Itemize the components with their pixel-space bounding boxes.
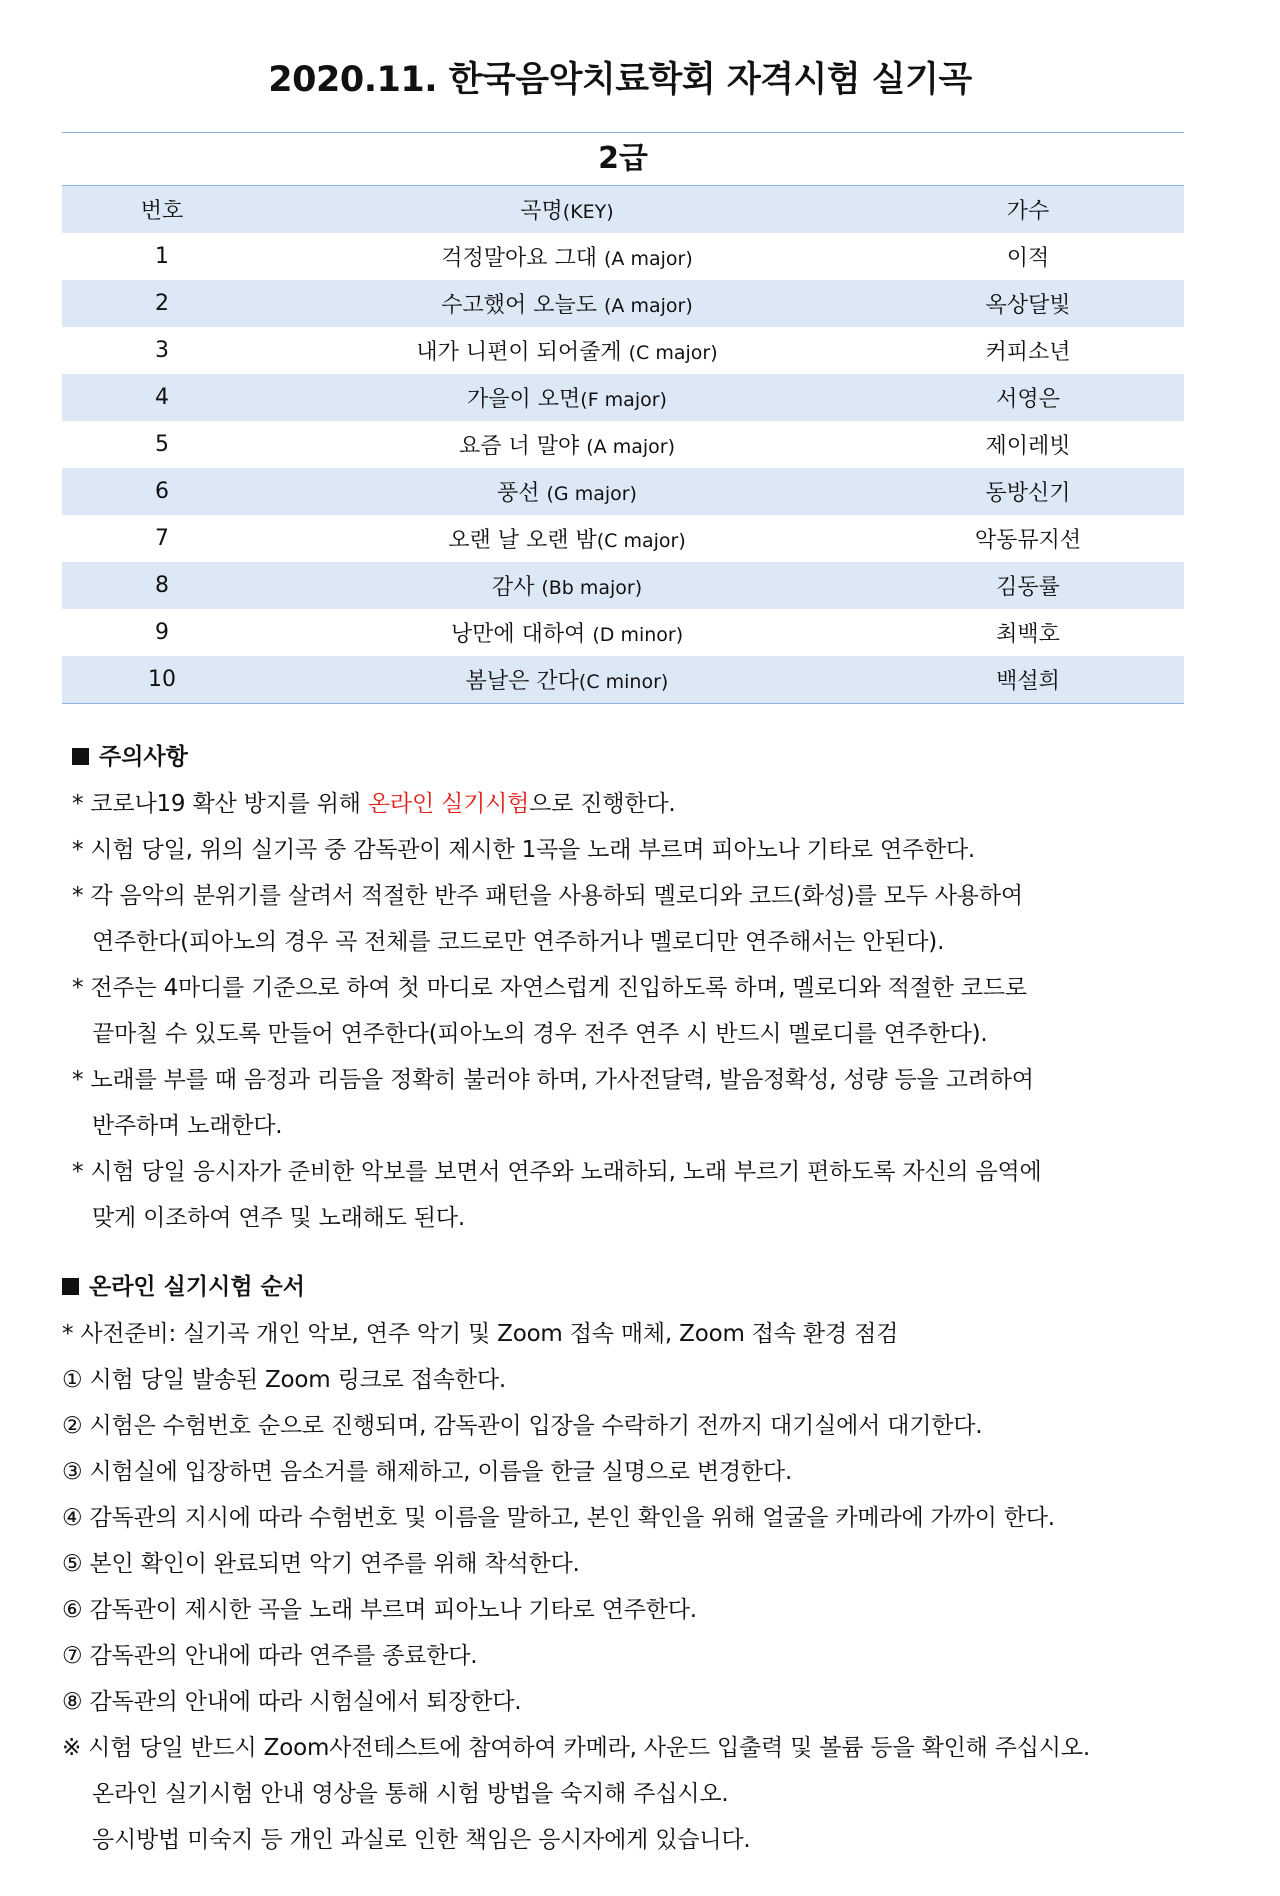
table-row [62,421,1184,468]
step-line: ⑤ 본인 확인이 완료되면 악기 연주를 위해 착석한다. [62,1551,580,1577]
cell-no: 5 [155,432,169,457]
notice-line: * 각 음악의 분위기를 살려서 적절한 반주 패턴을 사용하되 멜로디와 코드(화성)를 모두 사용하여 [72,883,1023,909]
cell-title [262,327,872,374]
cell-no: 10 [148,667,176,692]
song-key: (D minor) [592,624,684,646]
cell-singer: 커피소년 [985,340,1071,365]
notice-text: * 코로나19 확산 방지를 위해 [72,791,368,817]
cell-no: 6 [155,479,169,504]
song-title: 수고했어 오늘도 [441,293,605,318]
song-table [62,185,1184,704]
notice-heading-text: 주의사항 [99,744,188,770]
notice-line: * 시험 당일, 위의 실기곡 중 감독관이 제시한 1곡을 노래 부르며 피아노나 기타로 연주한다. [72,837,976,863]
header-title [262,186,872,234]
step-line: ④ 감독관의 지시에 따라 수험번호 및 이름을 말하고, 본인 확인을 위해 얼굴을 카메라에 가까이 한다. [62,1505,1055,1531]
cell-title [262,233,872,280]
cell-no: 4 [155,385,169,410]
step-line: ⑧ 감독관의 안내에 따라 시험실에서 퇴장한다. [62,1689,522,1715]
cell-title [262,374,872,421]
song-key: (G major) [546,483,637,505]
song-title: 감사 [491,575,542,600]
online-heading [62,1268,305,1301]
song-key: (A major) [586,436,675,458]
cell-no: 7 [155,526,169,551]
table-row [62,656,1184,704]
cell-singer: 제이레빗 [985,434,1071,459]
cell-no: 3 [155,338,169,363]
notice-heading [72,738,188,771]
song-key: (C minor) [578,671,669,693]
cell-no: 1 [155,244,169,269]
notice-highlight: 온라인 실기시험 [367,791,530,817]
cell-no: 8 [155,573,169,598]
cell-singer: 동방신기 [985,481,1071,506]
table-row [62,280,1184,327]
table-row [62,515,1184,562]
square-bullet-icon [62,1278,79,1295]
song-title: 낭만에 대하여 [450,622,593,647]
page-title: 2020.11. 한국음악치료학회 자격시험 실기곡 [268,60,972,100]
notice-text: 으로 진행한다. [529,791,676,817]
notice-line: * 노래를 부를 때 음정과 리듬을 정확히 불러야 하며, 가사전달력, 발음정확성, 성량 등을 고려하여 [72,1067,1034,1093]
cell-title [262,609,872,656]
table-row [62,609,1184,656]
song-table-section [62,132,1184,704]
note-line: ※ 시험 당일 반드시 Zoom사전테스트에 참여하여 카메라, 사운드 입출력 및 볼륨 등을 확인해 주십시오. [62,1735,1090,1761]
table-row [62,374,1184,421]
header-singer: 가수 [1006,199,1050,224]
notice-line [72,785,676,818]
grade-heading: 2급 [598,141,648,176]
cell-no: 9 [155,620,169,645]
notice-line: 끝마칠 수 있도록 만들어 연주한다(피아노의 경우 전주 연주 시 반드시 멜로디를 연주한다). [92,1021,988,1047]
notice-line: 맞게 이조하여 연주 및 노래해도 된다. [92,1205,465,1231]
song-title: 요즘 너 말야 [459,434,587,459]
song-key: (A major) [604,295,693,317]
song-key: (Bb major) [541,577,643,599]
header-title-key: (KEY) [562,201,614,223]
cell-singer: 옥상달빛 [985,293,1071,318]
prep-line: * 사전준비: 실기곡 개인 악보, 연주 악기 및 Zoom 접속 매체, Zoom 접속 환경 점검 [62,1321,899,1347]
song-key: (F major) [580,389,667,411]
song-key: (C major) [628,342,718,364]
cell-singer: 최백호 [996,622,1060,647]
notice-line: 반주하며 노래한다. [92,1113,283,1139]
notice-line: * 전주는 4마디를 기준으로 하여 첫 마디로 자연스럽게 진입하도록 하며, 멜로디와 적절한 코드로 [72,975,1027,1001]
table-row [62,562,1184,609]
square-bullet-icon [72,748,89,765]
cell-singer: 백설희 [996,669,1060,694]
cell-singer: 악동뮤지션 [974,528,1082,553]
step-line: ① 시험 당일 발송된 Zoom 링크로 접속한다. [62,1367,506,1393]
step-line: ② 시험은 수험번호 순으로 진행되며, 감독관이 입장을 수락하기 전까지 대기실에서 대기한다. [62,1413,983,1439]
cell-singer: 이적 [1006,246,1050,271]
notice-line: * 시험 당일 응시자가 준비한 악보를 보면서 연주와 노래하되, 노래 부르기 편하도록 자신의 음역에 [72,1159,1042,1185]
table-header-row [62,186,1184,234]
cell-title [262,421,872,468]
online-heading-text: 온라인 실기시험 순서 [89,1274,305,1300]
song-title: 가을이 오면 [467,387,581,412]
cell-title [262,280,872,327]
note-line: 응시방법 미숙지 등 개인 과실로 인한 책임은 응시자에게 있습니다. [92,1827,751,1853]
song-title: 내가 니편이 되어줄게 [416,340,629,365]
song-key: (C major) [596,530,686,552]
header-no: 번호 [140,199,184,224]
table-row [62,233,1184,280]
cell-title [262,515,872,562]
cell-title [262,562,872,609]
song-title: 오랜 날 오랜 밤 [448,528,597,553]
step-line: ⑥ 감독관이 제시한 곡을 노래 부르며 피아노나 기타로 연주한다. [62,1597,697,1623]
cell-singer: 김동률 [996,575,1060,600]
note-line: 온라인 실기시험 안내 영상을 통해 시험 방법을 숙지해 주십시오. [92,1781,729,1807]
table-row [62,327,1184,374]
cell-title [262,468,872,515]
song-title: 걱정말아요 그대 [441,246,605,271]
song-key: (A major) [604,248,693,270]
table-row [62,468,1184,515]
song-title: 봄날은 간다 [465,669,579,694]
cell-no: 2 [155,291,169,316]
cell-title [262,656,872,704]
song-title: 풍선 [497,481,547,506]
notice-line: 연주한다(피아노의 경우 곡 전체를 코드로만 연주하거나 멜로디만 연주해서는 안된다). [92,929,945,955]
step-line: ③ 시험실에 입장하면 음소거를 해제하고, 이름을 한글 실명으로 변경한다. [62,1459,793,1485]
header-title-text: 곡명 [520,199,563,224]
step-line: ⑦ 감독관의 안내에 따라 연주를 종료한다. [62,1643,478,1669]
cell-singer: 서영은 [996,387,1060,412]
